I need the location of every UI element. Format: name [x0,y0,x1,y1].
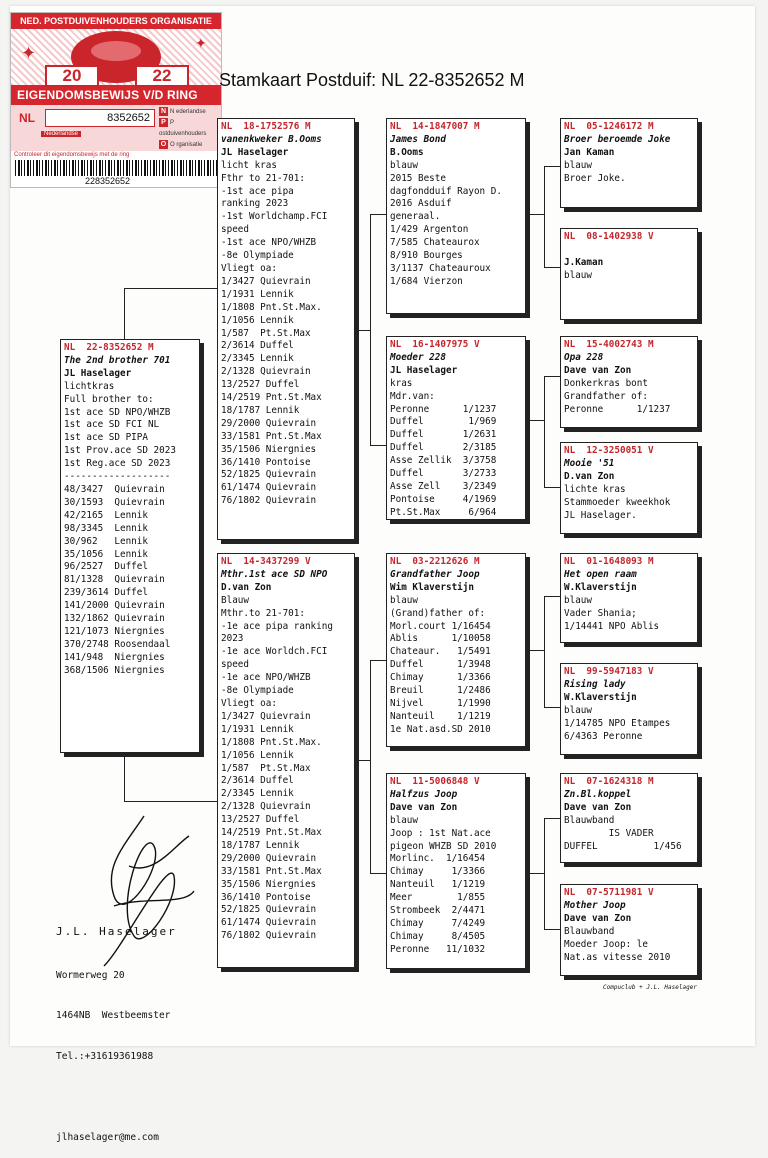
info-line: 18/1787 Lennik [221,839,300,851]
pigeon-name: Het open raam [564,568,637,580]
info-line: Strombeek 2/4471 [390,905,486,917]
owner-name: JL Haselager [64,367,132,379]
info-line: 1st ace SD PIPA [64,432,148,444]
connector-line [544,166,545,268]
info-line: 30/962 Lennik [64,535,148,547]
ring-number: NL 11-5006848 V [390,776,480,787]
info-line: 1/1808 Pnt.St.Max. [221,736,322,748]
info-line: 52/1825 Quievrain [221,904,317,916]
info-line: 1/1931 Lennik [221,288,294,300]
info-line: 81/1328 Quievrain [64,574,165,586]
info-line: 13/2527 Duffel [221,379,300,391]
ring-number: NL 05-1246172 M [564,121,654,132]
ring-number: NL 01-1648093 M [564,556,654,567]
info-line: 2/3614 Duffel [221,340,294,352]
info-line: 33/1581 Pnt.St.Max [221,865,322,877]
pigeon-name: James Bond [390,133,446,145]
info-line: (Grand)father of: [390,607,486,619]
info-line: dagfondduif Rayon D. [390,185,502,197]
info-line: -1e ace NPO/WHZB [221,672,311,684]
owner-name: Dave van Zon [564,364,632,376]
info-line: 7/585 Chateaurox [390,237,480,249]
info-line: 1/684 Vierzon [390,275,463,287]
pigeon-card-ddd [560,884,698,976]
ring-number: NL 16-1407975 V [390,339,480,350]
pigeon-card-dsd [560,663,698,755]
pigeon-card-dds [560,773,698,863]
pigeon-card-sds [560,336,698,428]
info-line: Vliegt oa: [221,697,277,709]
connector-line [544,818,560,819]
info-line: 52/1825 Quievrain [221,469,317,481]
ring-number: NL 18-1752576 M [221,121,311,132]
ring-number: NL 22-8352652 M [64,342,154,353]
info-line: 35/1506 Niergnies [221,443,317,455]
info-line: blauw [564,269,592,281]
connector-line [544,376,560,377]
info-line: kras [390,377,413,389]
ring-number: NL 07-1624318 M [564,776,654,787]
info-line: 2/1328 Quievrain [221,366,311,378]
connector-line [370,660,371,874]
info-line: -1e ace pipa ranking [221,620,333,632]
info-line: 1/14785 NPO Etampes [564,717,671,729]
info-line: Moeder Joop: le [564,938,648,950]
connector-line [544,487,560,488]
info-line: 36/1410 Pontoise [221,891,311,903]
info-line: Pontoise 4/1969 [390,493,497,505]
info-line: 1st Reg.ace SD 2023 [64,458,171,470]
info-line: 1/587 Pt.St.Max [221,762,311,774]
info-line: Duffel 2/3185 [390,442,497,454]
info-line: 48/3427 Quievrain [64,483,165,495]
info-line: Mdr.van: [390,390,435,402]
pigeon-card-sdd [560,442,698,534]
info-line: speed [221,659,249,671]
info-line: Nijvel 1/1990 [390,697,491,709]
info-line: 1/1931 Lennik [221,723,294,735]
info-line: 1st ace SD NPO/WHZB [64,406,171,418]
info-line: 98/3345 Lennik [64,522,148,534]
info-line: -8e Olympiade [221,250,294,262]
connector-line [370,445,386,446]
info-line: lichtkras [64,380,115,392]
info-line: Mthr.to 21-701: [221,607,305,619]
connector-line [370,660,386,661]
info-line: 76/1802 Quievrain [221,495,317,507]
pigeon-card-sss [560,118,698,208]
info-line: 14/2519 Pnt.St.Max [221,827,322,839]
info-line: Duffel 3/2733 [390,468,497,480]
pigeon-name: Rising lady [564,678,626,690]
info-line: licht kras [221,159,277,171]
pigeon-card-sire-sire [386,118,526,314]
info-line: Duffel 1/3948 [390,659,491,671]
pigeon-name: Moeder 228 [390,351,446,363]
connector-line [526,420,545,421]
info-line: 2015 Beste [390,172,446,184]
owner-name: JL Haselager [390,364,458,376]
info-line: ------------------- [64,471,171,483]
info-line: Morlinc. 1/16454 [390,853,486,865]
info-line: 239/3614 Duffel [64,587,148,599]
info-line: lichte kras [564,483,626,495]
info-line: 1st ace SD FCI NL [64,419,160,431]
info-line: Peronne 11/1032 [390,943,486,955]
owner-name: Jan Kaman [564,146,615,158]
breeder-email[interactable]: jlhaselager@me.com [56,1131,159,1143]
info-line: Duffel 1/969 [390,416,497,428]
info-line: 132/1862 Quievrain [64,613,165,625]
info-line: 1/1056 Lennik [221,749,294,761]
owner-name: J.Kaman [564,256,604,268]
info-line: 1/587 Pt.St.Max [221,327,311,339]
info-line: Fthr to 21-701: [221,172,305,184]
owner-name: W.Klaverstijn [564,691,637,703]
ring-number: NL 14-3437299 V [221,556,311,567]
pigeon-card-sire [217,118,355,540]
info-line: Nanteuil 1/1219 [390,879,486,891]
info-line: Ablis 1/10058 [390,633,491,645]
pigeon-name: vanenkweker B.Ooms [221,133,322,145]
info-line: Blauwband [564,814,615,826]
info-line: -1st Worldchamp.FCI [221,211,328,223]
info-line: 141/2000 Quievrain [64,600,165,612]
owner-name: JL Haselager [221,146,289,158]
pigeon-name [564,244,694,257]
info-line: 1/1808 Pnt.St.Max. [221,301,322,313]
ring-number: NL 08-1402938 V [564,231,654,242]
info-line: Duffel 1/2631 [390,429,497,441]
info-line: Asse Zell 3/2349 [390,480,497,492]
connector-line [544,818,545,930]
sticker-year-left: 20 [45,65,99,87]
info-line: Chimay 8/4505 [390,930,486,942]
breeder-contact [56,898,177,1158]
owner-name: D.van Zon [564,470,615,482]
info-line: JL Haselager. [564,509,637,521]
info-line: 76/1802 Quievrain [221,930,317,942]
owner-name: Wim Klaverstijn [390,581,474,593]
info-line: 1/429 Argenton [390,224,469,236]
info-line: -1e ace Worldch.FCI [221,646,328,658]
info-line: 33/1581 Pnt.St.Max [221,430,322,442]
info-line: pigeon WHZB SD 2010 [390,840,497,852]
info-line: 6/4363 Peronne [564,730,643,742]
info-line: blauw [564,159,592,171]
breeder-city: 1464NB Westbeemster [56,1010,171,1021]
ring-number: NL 03-2212626 M [390,556,480,567]
connector-line [124,801,217,802]
info-line: 1/3427 Quievrain [221,275,311,287]
breeder-name: J.L. Haselager [56,925,177,938]
info-line: 13/2527 Duffel [221,814,300,826]
info-line: 29/2000 Quievrain [221,417,317,429]
info-line: 35/1506 Niergnies [221,878,317,890]
info-line: Vliegt oa: [221,262,277,274]
sticker-title: EIGENDOMSBEWIJS V/D RING [11,85,221,105]
info-line: Peronne 1/1237 [390,403,497,415]
pigeon-card-ssd [560,228,698,320]
pigeon-name: Grandfather Joop [390,568,480,580]
pigeon-card-dam-dam [386,773,526,969]
info-line: 18/1787 Lennik [221,404,300,416]
info-line: 2023 [221,633,244,645]
info-line: 1e Nat.asd.SD 2010 [390,723,491,735]
ring-number: NL 14-1847007 M [390,121,480,132]
info-line: 2/3614 Duffel [221,775,294,787]
dove-icon: ✦ [21,43,37,63]
pigeon-name: Mooie '51 [564,457,615,469]
owner-name: W.Klaverstijn [564,581,637,593]
pigeon-name: The 2nd brother 701 [64,354,171,366]
info-line: Chimay 1/3366 [390,866,486,878]
connector-line [526,873,545,874]
info-line: 61/1474 Quievrain [221,917,317,929]
info-line: 2/3345 Lennik [221,788,294,800]
sticker-ring-row [11,105,221,153]
connector-line [544,596,545,708]
connector-line [124,752,125,802]
connector-line [544,596,560,597]
connector-line [544,376,545,488]
sticker-nl-label: Nederlandse [41,131,81,137]
connector-line [526,214,545,215]
connector-line [355,760,371,761]
info-line: -1st ace pipa [221,185,294,197]
info-line: 1/14441 NPO Ablis [564,620,660,632]
info-line: 42/2165 Lennik [64,509,148,521]
software-credit: Compuclub + J.L. Haselager [603,984,697,991]
info-line: Chateaur. 1/5491 [390,646,491,658]
sticker-ring-number: 8352652 [45,109,155,127]
connector-line [370,214,371,446]
owner-name: D.van Zon [221,581,272,593]
info-line: 61/1474 Quievrain [221,482,317,494]
pigeon-name: Opa 228 [564,351,604,363]
pigeon-name: Halfzus Joop [390,788,458,800]
sticker-control-text: Controleer dit eigendomsbewijs met de ring [11,151,221,159]
barcode [15,160,219,176]
info-line: Donkerkras bont [564,377,648,389]
sticker-year-right: 22 [135,65,189,87]
info-line: -8e Olympiade [221,685,294,697]
info-line: speed [221,224,249,236]
pigeon-card-sire-dam [386,336,526,520]
sticker-org: NED. POSTDUIVENHOUDERS ORGANISATIE [11,13,221,29]
info-line: -1st ace NPO/WHZB [221,237,317,249]
info-line: Morl.court 1/16454 [390,620,491,632]
info-line: Breuil 1/2486 [390,685,491,697]
pigeon-card-subject [60,339,200,753]
connector-line [526,650,545,651]
breeder-address: Wormerweg 20 [56,969,125,981]
connector-line [544,929,560,930]
ring-number: NL 12-3250051 V [564,445,654,456]
info-line: Broer Joke. [564,172,626,184]
pigeon-card-dam-sire [386,553,526,747]
connector-line [370,214,386,215]
info-line: Grandfather of: [564,390,648,402]
sticker-npo-text: N N ederlandse P P ostduivenhouders O O rganisatie [159,108,207,148]
info-line: Nat.as vitesse 2010 [564,951,671,963]
breeder-phone: Tel.:+31619361988 [56,1050,154,1062]
owner-name: B.Ooms [390,146,424,158]
connector-line [124,288,125,340]
info-line: Peronne 1/1237 [564,403,671,415]
info-line: 1st Prov.ace SD 2023 [64,445,176,457]
info-line: 1/3427 Quievrain [221,710,311,722]
connector-line [544,267,560,268]
sticker-band [11,29,221,85]
info-line: 35/1056 Lennik [64,548,148,560]
ring-number: NL 07-5711981 V [564,887,654,898]
pigeon-name: Mother Joop [564,899,626,911]
info-line: Stammoeder kweekhok [564,496,671,508]
info-line: 121/1073 Niergnies [64,625,165,637]
info-line: 30/1593 Quievrain [64,496,165,508]
pigeon-card-dss [560,553,698,643]
info-line: Blauw [221,594,249,606]
info-line: 370/2748 Roosendaal [64,638,171,650]
info-line: 2/1328 Quievrain [221,801,311,813]
ring-number: NL 15-4002743 M [564,339,654,350]
info-line: ranking 2023 [221,198,289,210]
connector-line [544,707,560,708]
info-line: blauw [390,159,418,171]
info-line: Meer 1/855 [390,892,486,904]
info-line: generaal. [390,211,441,223]
spacer [56,1090,177,1104]
owner-name: Dave van Zon [390,801,458,813]
info-line: 36/1410 Pontoise [221,456,311,468]
pigeon-card-dam [217,553,355,968]
info-line: Full brother to: [64,393,154,405]
info-line: Vader Shania; [564,607,637,619]
info-line: Nanteuil 1/1219 [390,710,491,722]
connector-line [355,330,371,331]
info-line: Pt.St.Max 6/964 [390,506,497,518]
ring-certificate-sticker [10,12,222,188]
owner-name: Dave van Zon [564,801,632,813]
connector-line [124,288,217,289]
info-line: blauw [564,704,592,716]
info-line: blauw [564,594,592,606]
info-line: Chimay 7/4249 [390,917,486,929]
info-line: 2/3345 Lennik [221,353,294,365]
connector-line [544,166,560,167]
dove-icon: ✦ [195,35,207,51]
info-line: 96/2527 Duffel [64,561,148,573]
info-line: 1/1056 Lennik [221,314,294,326]
sticker-country: NL [19,111,35,125]
barcode-number: 228352652 [85,176,131,186]
info-line: Joop : 1st Nat.ace [390,827,491,839]
page-title: Stamkaart Postduif: NL 22-8352652 M [219,70,525,90]
info-line: 14/2519 Pnt.St.Max [221,392,322,404]
info-line: IS VADER [564,827,654,839]
pigeon-name: Zn.Bl.koppel [564,788,632,800]
info-line: DUFFEL 1/456 [564,840,682,852]
info-line: 368/1506 Niergnies [64,664,165,676]
info-line: Chimay 1/3366 [390,672,491,684]
info-line: 3/1137 Chateauroux [390,262,491,274]
info-line: 2016 Asduif [390,198,452,210]
owner-name: Dave van Zon [564,912,632,924]
info-line: Blauwband [564,925,615,937]
pigeon-name: Broer beroemde Joke [564,133,671,145]
ring-number: NL 99-5947183 V [564,666,654,677]
info-line: blauw [390,594,418,606]
info-line: 8/910 Bourges [390,250,463,262]
connector-line [370,873,386,874]
info-line: blauw [390,814,418,826]
info-line: 29/2000 Quievrain [221,852,317,864]
info-line: 141/948 Niergnies [64,651,165,663]
info-line: Asse Zellik 3/3758 [390,455,497,467]
pigeon-name: Mthr.1st ace SD NPO [221,568,328,580]
